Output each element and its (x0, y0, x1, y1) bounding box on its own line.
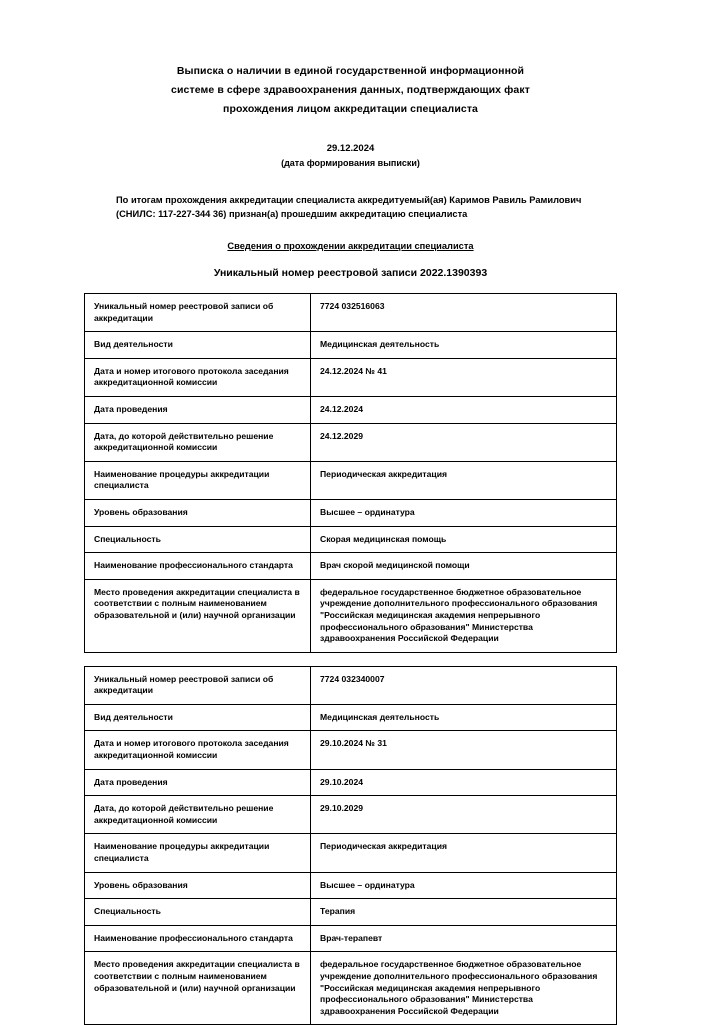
row-label: Дата проведения (85, 396, 311, 423)
table-row (85, 731, 617, 769)
table-row (85, 294, 617, 332)
document-title (84, 62, 617, 119)
row-label: Уровень образования (85, 499, 311, 526)
registry-record-number: Уникальный номер реестровой записи 2022.1390393 (213, 267, 488, 279)
table-row (85, 553, 617, 580)
row-label: Вид деятельности (85, 332, 311, 359)
table-row (85, 332, 617, 359)
row-value: Медицинская деятельность (311, 332, 617, 359)
document-title-line-1: Выписка о наличии в единой государственной информационной (176, 65, 525, 77)
row-value: Периодическая аккредитация (311, 461, 617, 499)
table-row (85, 704, 617, 731)
row-label: Место проведения аккредитации специалиста в соответствии с полным наименованием образовательной и (или) научной организации (85, 952, 311, 1025)
table-row (85, 769, 617, 796)
formation-date-block (84, 141, 617, 171)
row-value: 7724 032340007 (311, 666, 617, 704)
row-value: федеральное государственное бюджетное образовательное учреждение дополнительного профессионального образования "Российская медицинская академия непрерывного профессионального образования" Министерства здравоохранения Российской Федерации (311, 579, 617, 652)
row-value: Скорая медицинская помощь (311, 526, 617, 553)
row-value: 7724 032516063 (311, 294, 617, 332)
row-value: 29.10.2029 (311, 796, 617, 834)
table-row (85, 579, 617, 652)
row-label: Наименование процедуры аккредитации специалиста (85, 461, 311, 499)
row-value: 24.12.2024 № 41 (311, 358, 617, 396)
row-value: федеральное государственное бюджетное образовательное учреждение дополнительного профессионального образования "Российская медицинская академия непрерывного профессионального образования" Министерства здравоохранения Российской Федерации (311, 952, 617, 1025)
row-label: Дата, до которой действительно решение аккредитационной комиссии (85, 796, 311, 834)
row-value: 29.10.2024 № 31 (311, 731, 617, 769)
row-value: Врач-терапевт (311, 925, 617, 952)
row-label: Дата проведения (85, 769, 311, 796)
row-value: Высшее – ординатура (311, 499, 617, 526)
row-label: Специальность (85, 526, 311, 553)
row-value: Высшее – ординатура (311, 872, 617, 899)
table-row (85, 925, 617, 952)
row-value: Терапия (311, 899, 617, 926)
row-label: Дата и номер итогового протокола заседания аккредитационной комиссии (85, 358, 311, 396)
table-row (85, 358, 617, 396)
section-heading: Сведения о прохождении аккредитации специалиста (227, 241, 474, 251)
row-label: Уникальный номер реестровой записи об аккредитации (85, 666, 311, 704)
table-row (85, 396, 617, 423)
table-row (85, 952, 617, 1025)
document-title-line-3: прохождения лицом аккредитации специалиста (223, 103, 478, 115)
formation-date-caption: (дата формирования выписки) (281, 158, 420, 168)
row-value: 24.12.2029 (311, 423, 617, 461)
row-label: Место проведения аккредитации специалиста в соответствии с полным наименованием образовательной и (или) научной организации (85, 579, 311, 652)
accreditation-table-1 (84, 293, 617, 653)
row-value: Врач скорой медицинской помощи (311, 553, 617, 580)
formation-date-value: 29.12.2024 (326, 143, 375, 154)
accreditation-table-2 (84, 666, 617, 1025)
row-label: Наименование профессионального стандарта (85, 925, 311, 952)
table-row (85, 499, 617, 526)
row-label: Дата и номер итогового протокола заседания аккредитационной комиссии (85, 731, 311, 769)
row-value: 29.10.2024 (311, 769, 617, 796)
table-row (85, 423, 617, 461)
row-label: Уровень образования (85, 872, 311, 899)
row-value: 24.12.2024 (311, 396, 617, 423)
table-row (85, 899, 617, 926)
row-value: Периодическая аккредитация (311, 834, 617, 872)
row-label: Специальность (85, 899, 311, 926)
table-row (85, 796, 617, 834)
row-label: Уникальный номер реестровой записи об аккредитации (85, 294, 311, 332)
table-row (85, 461, 617, 499)
document-title-line-2: системе в сфере здравоохранения данных, подтверждающих факт (171, 84, 530, 96)
table-row (85, 872, 617, 899)
table-row (85, 526, 617, 553)
row-label: Наименование процедуры аккредитации специалиста (85, 834, 311, 872)
table-row (85, 834, 617, 872)
row-value: Медицинская деятельность (311, 704, 617, 731)
row-label: Вид деятельности (85, 704, 311, 731)
table-row (85, 666, 617, 704)
row-label: Наименование профессионального стандарта (85, 553, 311, 580)
row-label: Дата, до которой действительно решение аккредитационной комиссии (85, 423, 311, 461)
accreditation-statement: По итогам прохождения аккредитации специалиста аккредитуемый(ая) Каримов Равиль Рамилович (СНИЛС: 117-227-344 36) признан(а) прошедшим аккредитацию специалиста (116, 195, 582, 219)
